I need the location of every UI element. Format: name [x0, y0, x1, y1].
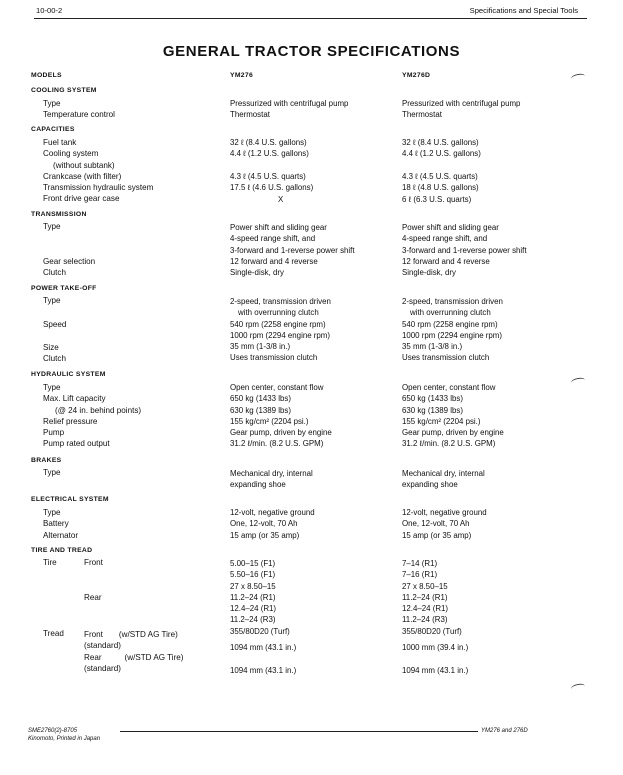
tire-b-value: 7–14 (R1)	[402, 559, 438, 568]
tire-a-value: 12.4–24 (R1)	[230, 604, 277, 614]
tread-b-rear-value: 1094 mm (43.1 in.)	[402, 666, 469, 675]
hydraulic-b	[402, 382, 504, 450]
electrical-a-value: 15 amp (or 35 amp)	[230, 530, 300, 540]
brakes-a	[230, 468, 313, 491]
tread-sublabels	[84, 629, 183, 674]
capacities-label: Fuel tank	[43, 138, 77, 147]
footer-model: YM276 and 276D	[481, 728, 528, 734]
tires-a-front	[230, 558, 290, 637]
pto-b-value: 2-speed, transmission driven	[402, 297, 503, 306]
hydraulic-label: Pump	[43, 428, 65, 438]
cooling-a-value: Pressurized with centrifugal pump	[230, 99, 349, 108]
tires-b-front	[402, 558, 462, 637]
pto-a-value: with overrunning clutch	[238, 308, 319, 318]
transmission-a-value: Single-disk, dry	[230, 268, 284, 278]
pto-b-value: 35 mm (1-3/8 in.)	[402, 342, 463, 352]
tire-front-label: Front	[84, 558, 103, 567]
tread-rear-note: (w/STD AG Tire)	[124, 652, 184, 662]
transmission-labels	[43, 256, 95, 279]
capacities-a-group1	[230, 137, 309, 160]
hydraulic-a	[230, 382, 332, 450]
transmission-b-value: Power shift and sliding gear	[402, 223, 499, 232]
pto-a-value: 540 rpm (2258 engine rpm)	[230, 319, 326, 329]
brakes-b	[402, 468, 485, 491]
pto-b-value: 540 rpm (2258 engine rpm)	[402, 319, 498, 329]
transmission-a-value: 3-forward and 1-reverse power shift	[230, 245, 355, 255]
section-title: Specifications and Special Tools	[469, 6, 578, 15]
electrical-a-value: 12-volt, negative ground	[230, 508, 315, 517]
pto-label: Clutch	[43, 354, 66, 364]
capacities-label: Front drive gear case	[43, 194, 120, 204]
capacities-b-value: 32 ℓ (8.4 U.S. gallons)	[402, 138, 479, 147]
pto-b-value: Uses transmission clutch	[402, 353, 490, 363]
tire-b-value: 27 x 8.50–15	[402, 581, 448, 591]
hydraulic-b-value: 630 kg (1389 lbs)	[402, 405, 463, 415]
hydraulic-label: Type	[43, 383, 61, 392]
tread-b-value: 355/80D20 (Turf)	[402, 626, 462, 636]
capacities-a-value: 17.5 ℓ (4.6 U.S. gallons)	[230, 183, 314, 193]
transmission-a-value: 12 forward and 4 reverse	[230, 256, 318, 266]
tread-b-front-value: 1000 mm (39.4 in.)	[402, 643, 469, 652]
pto-b	[402, 296, 503, 364]
capacities-label: (without subtank)	[53, 160, 115, 170]
brakes-a-value: expanding shoe	[230, 480, 286, 490]
transmission-b	[402, 222, 527, 278]
tire-b-value: 11.2–24 (R1)	[402, 592, 448, 602]
transmission-heading: TRANSMISSION	[31, 211, 87, 218]
capacities-label: Cooling system	[43, 149, 99, 159]
tread-rear-label: Rear	[84, 652, 102, 662]
electrical-b-value: 15 amp (or 35 amp)	[402, 530, 472, 540]
electrical-a-value: One, 12-volt, 70 Ah	[230, 519, 298, 529]
tread-rear-row	[84, 652, 183, 663]
transmission-b-value: Single-disk, dry	[402, 268, 456, 278]
capacities-a-value: 4.3 ℓ (4.5 U.S. quarts)	[230, 172, 306, 181]
capacities-b-value: 4.3 ℓ (4.5 U.S. quarts)	[402, 172, 478, 181]
cooling-a-value: Thermostat	[230, 110, 270, 120]
hydraulic-label: Max. Lift capacity	[43, 394, 106, 404]
tire-label: Tire	[43, 558, 57, 567]
transmission-label: Clutch	[43, 268, 66, 278]
tread-front-standard: (standard)	[84, 641, 121, 651]
pto-a-value: 35 mm (1-3/8 in.)	[230, 342, 291, 352]
pto-label: Size	[43, 343, 59, 352]
brakes-a-value: Mechanical dry, internal	[230, 469, 313, 478]
transmission-a-value: 4-speed range shift, and	[230, 234, 316, 244]
tire-b-value: 12.4–24 (R1)	[402, 604, 449, 614]
brakes-label-type: Type	[43, 468, 61, 477]
transmission-label: Gear selection	[43, 257, 96, 266]
brakes-heading: BRAKES	[31, 457, 62, 464]
electrical-labels	[43, 507, 78, 541]
transmission-a-value: Power shift and sliding gear	[230, 223, 327, 232]
capacities-a-group2	[230, 171, 313, 205]
pto-a-value: 1000 rpm (2294 engine rpm)	[230, 330, 331, 340]
hydraulic-a-value: Gear pump, driven by engine	[230, 428, 332, 438]
page-title: GENERAL TRACTOR SPECIFICATIONS	[162, 43, 461, 60]
cooling-heading: COOLING SYSTEM	[31, 87, 97, 94]
hydraulic-a-value: 31.2 ℓ/min. (8.2 U.S. GPM)	[230, 439, 324, 449]
brakes-b-value: expanding shoe	[402, 480, 458, 490]
tire-a-value: 11.2–24 (R1)	[230, 592, 276, 602]
hydraulic-a-value: 155 kg/cm² (2204 psi.)	[230, 416, 309, 426]
electrical-b-value: 12-volt, negative ground	[402, 508, 487, 517]
capacities-b-group1	[402, 137, 481, 160]
tire-a-value: 11.2–24 (R3)	[230, 615, 276, 625]
hydraulic-b-value: 31.2 ℓ/min. (8.2 U.S. GPM)	[402, 439, 496, 449]
capacities-a-value: 32 ℓ (8.4 U.S. gallons)	[230, 138, 307, 147]
tread-label: Tread	[43, 629, 64, 638]
margin-mark	[570, 683, 585, 693]
transmission-label-type: Type	[43, 222, 61, 231]
pto-a-value: Uses transmission clutch	[230, 353, 318, 363]
model-b-heading: YM276D	[402, 72, 431, 79]
tire-b-value: 11.2–24 (R3)	[402, 615, 448, 625]
pto-b-value: 1000 rpm (2294 engine rpm)	[402, 330, 503, 340]
tread-front-row	[84, 629, 183, 640]
cooling-label: Type	[43, 99, 61, 108]
capacities-a-value: 4.4 ℓ (1.2 U.S. gallons)	[230, 149, 309, 159]
brakes-b-value: Mechanical dry, internal	[402, 469, 485, 478]
capacities-b-value: 4.4 ℓ (1.2 U.S. gallons)	[402, 149, 481, 159]
page-number: 10-00-2	[36, 6, 63, 15]
margin-mark	[570, 377, 585, 387]
pto-heading: POWER TAKE-OFF	[31, 285, 97, 292]
pto-label-type: Type	[43, 296, 61, 305]
capacities-b-value: 18 ℓ (4.8 U.S. gallons)	[402, 183, 479, 193]
hydraulic-a-value: 650 kg (1433 lbs)	[230, 394, 291, 404]
electrical-label: Type	[43, 508, 61, 517]
tires-heading: TIRE AND TREAD	[31, 547, 93, 554]
hydraulic-labels	[43, 382, 141, 450]
electrical-b-value: One, 12-volt, 70 Ah	[402, 519, 470, 529]
hydraulic-b-value: 650 kg (1433 lbs)	[402, 394, 463, 404]
tire-rear-label: Rear	[84, 593, 102, 602]
hydraulic-heading: HYDRAULIC SYSTEM	[31, 371, 106, 378]
footer-left	[28, 728, 100, 743]
capacities-labels	[43, 137, 153, 205]
cooling-b-value: Pressurized with centrifugal pump	[402, 99, 521, 108]
electrical-b	[402, 507, 487, 541]
pto-labels	[43, 342, 66, 365]
pto-a	[230, 296, 331, 364]
hydraulic-b-value: Gear pump, driven by engine	[402, 428, 504, 438]
transmission-a	[230, 222, 355, 278]
cooling-b	[402, 98, 520, 121]
tire-b-value: 7–16 (R1)	[402, 570, 438, 580]
hydraulic-b-value: 155 kg/cm² (2204 psi.)	[402, 416, 481, 426]
tread-a-rear-value: 1094 mm (43.1 in.)	[230, 666, 297, 675]
transmission-b-value: 12 forward and 4 reverse	[402, 256, 490, 266]
transmission-b-value: 3-forward and 1-reverse power shift	[402, 245, 527, 255]
electrical-label: Battery	[43, 519, 69, 529]
tire-a-value: 5.00–15 (F1)	[230, 559, 276, 568]
tread-rear-standard: (standard)	[84, 663, 121, 673]
margin-mark	[570, 73, 585, 83]
transmission-b-value: 4-speed range shift, and	[402, 234, 488, 244]
cooling-labels	[43, 98, 115, 121]
footer-code: SME2760(2)-8705	[28, 728, 78, 734]
electrical-label: Alternator	[43, 530, 79, 540]
pto-b-value: with overrunning clutch	[410, 308, 491, 318]
capacities-heading: CAPACITIES	[31, 126, 75, 133]
cooling-label: Temperature control	[43, 110, 115, 120]
hydraulic-label: Relief pressure	[43, 416, 98, 426]
pto-label-speed: Speed	[43, 320, 67, 329]
capacities-a-value: X	[278, 194, 284, 204]
tread-front-label: Front	[84, 630, 103, 639]
hydraulic-a-value: Open center, constant flow	[230, 383, 324, 392]
capacities-label: Crankcase (with filter)	[43, 171, 122, 181]
tire-a-value: 5.50–16 (F1)	[230, 570, 276, 580]
hydraulic-label: Pump rated output	[43, 439, 110, 449]
tread-front-note: (w/STD AG Tire)	[118, 630, 178, 639]
models-heading: MODELS	[31, 72, 62, 79]
cooling-a	[230, 98, 348, 121]
electrical-heading: ELECTRICAL SYSTEM	[31, 496, 109, 503]
tire-a-value: 27 x 8.50–15	[230, 581, 276, 591]
footer-printed: Kinomoto, Printed in Japan	[28, 735, 101, 742]
hydraulic-label: (@ 24 in. behind points)	[55, 405, 142, 415]
capacities-label: Transmission hydraulic system	[43, 183, 154, 193]
footer-rule	[120, 731, 478, 732]
electrical-a	[230, 507, 315, 541]
cooling-b-value: Thermostat	[402, 110, 442, 120]
capacities-b-value: 6 ℓ (6.3 U.S. quarts)	[402, 194, 472, 204]
capacities-b-group2	[402, 171, 479, 205]
hydraulic-b-value: Open center, constant flow	[402, 383, 496, 392]
tread-a-value: 355/80D20 (Turf)	[230, 626, 290, 636]
hydraulic-a-value: 630 kg (1389 lbs)	[230, 405, 291, 415]
model-a-heading: YM276	[230, 72, 254, 79]
pto-a-value: 2-speed, transmission driven	[230, 297, 331, 306]
tread-a-front-value: 1094 mm (43.1 in.)	[230, 643, 297, 652]
header-rule	[34, 18, 587, 19]
